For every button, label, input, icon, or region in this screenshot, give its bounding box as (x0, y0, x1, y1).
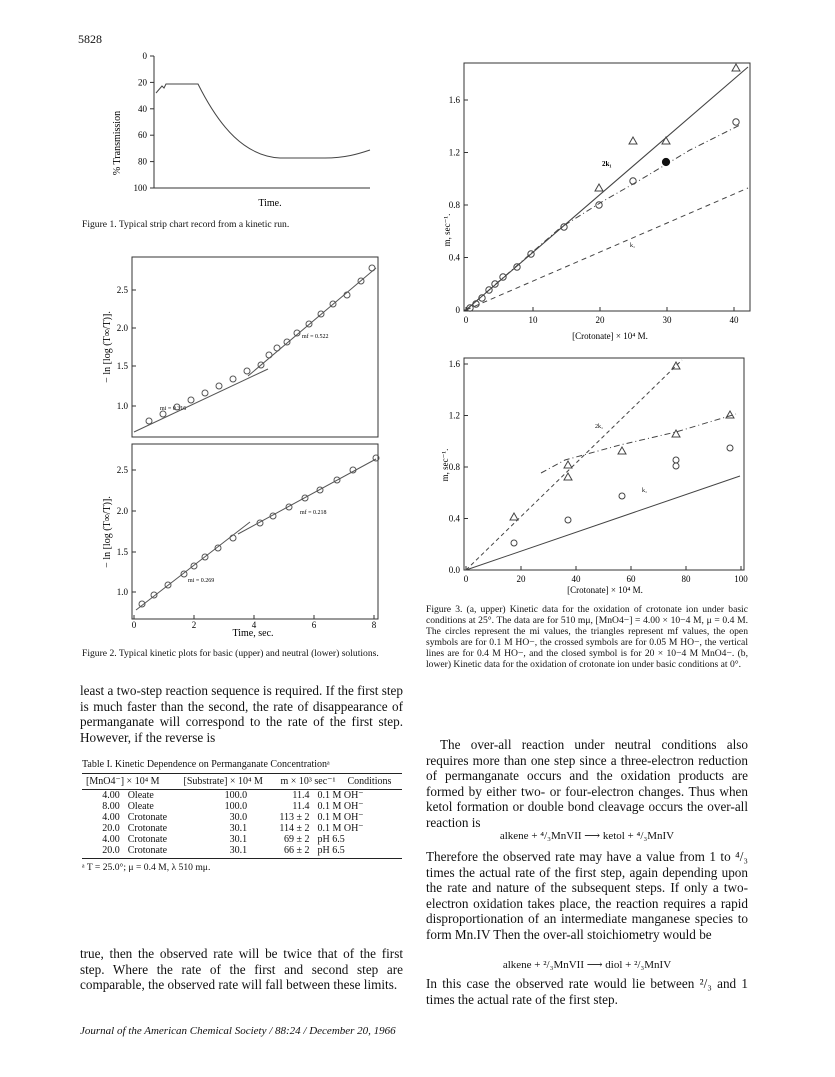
table-cell: Crotonate (127, 823, 168, 834)
fig1-caption: Figure 1. Typical strip chart record from a kinetic run. (82, 219, 290, 230)
fig1-ytick-label: 100 (133, 183, 147, 193)
fig3a-xtick-label: 40 (729, 315, 739, 325)
table-cell: 0.1 M OH⁻ (317, 823, 364, 834)
table-cell: 11.4 (292, 790, 310, 801)
equation-2: alkene + ²/₃MnVII ⟶ diol + ²/₃MnIV (502, 959, 672, 971)
fig2-upper-point (202, 390, 208, 396)
table-cell: 0.1 M OH⁻ (317, 790, 364, 801)
fig3a-circle (630, 178, 636, 184)
table-row (82, 812, 402, 823)
fig3a-xtick-label: 10 (528, 315, 538, 325)
table-cell: Crotonate (127, 812, 168, 823)
fig3b-xtick-label: 0 (463, 574, 469, 584)
table-cell: pH 6.5 (317, 845, 345, 856)
journal-footer: Journal of the American Chemical Society / 88:24 / December 20, 1966 (80, 1025, 396, 1037)
fig2-lower-mi: mi = 0.269 (188, 578, 215, 584)
fig3a-triangle (732, 64, 740, 71)
figure-3a-plot (440, 55, 760, 345)
table-cell: 100.0 (224, 801, 248, 812)
table-1 (82, 759, 402, 873)
table-row (82, 801, 402, 812)
table-cell: 30.1 (229, 845, 248, 856)
fig3b-xtick-label: 80 (681, 574, 691, 584)
fig3a-ytick-label: 0.4 (448, 252, 460, 263)
table-cell: 20.0 (102, 845, 120, 856)
fig1-ytick-label: 0 (142, 51, 147, 61)
fig3b-triangle (510, 513, 518, 520)
table-cell: 100.0 (224, 790, 248, 801)
table-cell: 113 ± 2 (279, 812, 310, 823)
fig3a-xtick-label: 20 (595, 315, 605, 325)
fig1-ytick-label: 80 (138, 156, 147, 167)
fig3b-ytick-label: 0.8 (448, 462, 460, 472)
fig3b-xtick-label: 40 (571, 574, 581, 584)
fig3a-ytick-label: 0.8 (448, 200, 460, 210)
fig3b-circle (727, 445, 733, 451)
table-header-substrate: [Substrate] × 10⁴ M (183, 776, 263, 787)
fig2-upper-ytick-label: 2.5 (116, 285, 128, 295)
table-body (82, 790, 402, 856)
fig3a-triangle (629, 137, 637, 144)
fig2-upper-point (284, 339, 290, 345)
fig1-ytick-label: 20 (138, 77, 147, 88)
fig2-upper-point (266, 352, 272, 358)
fig3b-triangle (564, 473, 572, 480)
table-cell: 4.00 (102, 790, 120, 801)
table-header-mno4: [MnO4⁻] × 10⁴ M (86, 776, 160, 787)
table-row (82, 845, 402, 856)
fig3a-circle (492, 281, 498, 287)
fig2-lower-ytick-label: 2.5 (116, 465, 128, 475)
table-cell: 11.4 (292, 801, 310, 812)
table-cell: Oleate (127, 790, 154, 801)
table-cell: 4.00 (102, 834, 120, 845)
fig2-xlabel: Time, sec. (232, 628, 274, 639)
fig2-upper-ylabel: − ln [log (T∞/T)]. (102, 311, 113, 383)
fig3a-triangle (595, 184, 603, 191)
left-paragraph-1: least a two-step reaction sequence is required. If the first step is much faster than the second, the rate of disappearance of permanganate will correspond to the rate of the first step. However, if the reverse is (80, 683, 403, 745)
table-cell: 20.0 (102, 823, 120, 834)
fig1-ytick-label: 60 (138, 130, 147, 141)
table-cell: Crotonate (127, 845, 168, 856)
fig2-xtick-label: 6 (311, 620, 317, 630)
table-cell: 0.1 M OH⁻ (317, 812, 364, 823)
table-title: Table I. Kinetic Dependence on Permanganate Concentrationᵃ (82, 759, 330, 770)
fig2-upper-ytick-label: 1.0 (116, 401, 128, 411)
fig3a-xtick-label: 30 (662, 315, 672, 325)
fig2-upper-mf: mf = 0.522 (302, 334, 329, 340)
table-cell: Oleate (127, 801, 154, 812)
fig1-xlabel: Time. (258, 198, 282, 209)
figure-2-kinetic-plots (88, 252, 388, 647)
fig3b-triangle (564, 461, 572, 468)
table-header-conditions: Conditions (347, 776, 392, 787)
fig2-lower-point (230, 535, 236, 541)
fig2-upper-point (244, 368, 250, 374)
left-paragraph-2: true, then the observed rate will be twice that of the first step. Where the rate of the first and second step are comparable, the observed rate will fall between these limits. (80, 946, 403, 993)
table-cell: 66 ± 2 (283, 845, 310, 856)
table-cell: Crotonate (127, 834, 168, 845)
fig3a-k1-label: k₁ (630, 243, 636, 249)
table-header-m: m × 10³ sec⁻¹ (280, 776, 336, 787)
fig3a-ytick-label: 1.6 (448, 95, 460, 105)
fig2-lower-ylabel: − ln [log (T∞/T)]. (102, 496, 113, 568)
table-cell: 8.00 (102, 801, 120, 812)
fig3b-xtick-label: 100 (734, 574, 748, 584)
table-row (82, 790, 402, 801)
fig3b-ytick-label: 0.4 (448, 513, 460, 524)
fig2-xtick-label: 8 (371, 620, 377, 630)
fig3b-triangle (618, 447, 626, 454)
fig2-upper-mi: mi = 0.316 (160, 406, 187, 412)
table-row (82, 834, 402, 845)
fig3a-circle (733, 119, 739, 125)
fig2-xtick-label: 2 (191, 620, 197, 630)
figure-3b-plot (440, 350, 760, 600)
fig2-xtick-label: 0 (131, 620, 137, 630)
fig3b-circle (511, 540, 517, 546)
fig1-ytick-label: 40 (138, 103, 147, 114)
fig3a-2k1-label: 2k₁ (602, 160, 612, 168)
fig3b-ytick-label: 0.0 (448, 565, 460, 575)
fig3a-xlabel: [Crotonate] × 10⁴ M. (572, 331, 648, 341)
fig2-upper-ytick-label: 1.5 (116, 361, 128, 371)
fig2-upper-point (230, 376, 236, 382)
fig2-upper-point (216, 383, 222, 389)
fig3b-circle (673, 457, 679, 463)
fig2-lower-ytick-label: 2.0 (116, 506, 128, 516)
fig2-upper-ytick-label: 2.0 (116, 323, 128, 333)
table-footnote: ᵃ T = 25.0°; μ = 0.4 M, λ 510 mμ. (82, 862, 211, 873)
fig3b-xtick-label: 60 (626, 574, 636, 584)
fig3b-ylabel: m, sec⁻¹. (440, 448, 450, 482)
right-paragraph-2: Therefore the observed rate may have a value from 1 to ⁴/₃ times the actual rate of the first step, again depending upon the rate and nature of the subsequent steps. If only a two-electron oxidation takes place, the reaction requires a rapid disproportionation of an intermediate manganese species to form Mn.IV Then the over-all stoichiometry would be (426, 849, 748, 942)
fig3b-ytick-label: 1.2 (448, 410, 460, 421)
table-cell: pH 6.5 (317, 834, 345, 845)
equation-1: alkene + ⁴/₃MnVII ⟶ ketol + ⁴/₃MnIV (499, 830, 675, 842)
table-cell: 30.1 (229, 823, 248, 834)
fig3b-xtick-label: 20 (516, 574, 526, 584)
fig2-lower-ytick-label: 1.0 (116, 587, 128, 597)
fig2-lower-point (191, 563, 197, 569)
fig2-upper-point (146, 418, 152, 424)
fig2-xtick-label: 4 (251, 620, 257, 630)
fig2-upper-point (369, 265, 375, 271)
fig2-upper-point (188, 397, 194, 403)
table-cell: 0.1 M OH⁻ (317, 801, 364, 812)
table-cell: 30.0 (229, 812, 248, 823)
fig3a-xtick-label: 0 (463, 315, 469, 325)
fig3b-k1-label: k₁ (642, 488, 648, 494)
fig3b-circle (565, 517, 571, 523)
fig3-caption: Figure 3. (a, upper) Kinetic data for the oxidation of crotonate ion under basic conditions at 25°. The data are for 510 mμ, [MnO4−] = 4.00 × 10−4 M, μ = 0.4 M. The circles represent the mi values, the triangles represent mf values, the open symbols are for 0.1 M HO−, the crossed symbols are for 0.05 M HO−, the vertical lines are for 0.4 M HO−, and the closed symbol is for 20 × 10−4 M MnO4−. (b, lower) Kinetic data for the oxidation of crotonate ion under basic conditions at 0°. (426, 604, 748, 670)
figure-1-strip-chart (70, 48, 375, 216)
table-cell: 69 ± 2 (283, 834, 310, 845)
table-cell: 114 ± 2 (279, 823, 310, 834)
table-cell: 30.1 (229, 834, 248, 845)
fig3a-circle (596, 202, 602, 208)
fig2-caption: Figure 2. Typical kinetic plots for basic (upper) and neutral (lower) solutions. (82, 648, 379, 659)
fig1-ylabel: % Transmission (112, 110, 123, 176)
fig3b-circle (619, 493, 625, 499)
fig3b-ytick-label: 1.6 (448, 359, 460, 369)
fig2-upper-point (274, 345, 280, 351)
fig2-lower-ytick-label: 1.5 (116, 547, 128, 557)
right-paragraph-3: In this case the observed rate would lie between ²/₃ and 1 times the actual rate of the first step. (426, 976, 748, 1007)
table-cell: 4.00 (102, 812, 120, 823)
right-paragraph-1: The over-all reaction under neutral conditions also requires more than one step since a three-electron reduction of permanganate occurs and the oxidation products are formed by either two- or four-electron changes. Thus when ketol formation or double bond cleavage occurs the over-all reaction is (426, 737, 748, 830)
fig3a-circle (500, 274, 506, 280)
page-number: 5828 (78, 32, 102, 46)
fig3b-2k1-label: 2k₁ (595, 424, 604, 430)
fig3b-xlabel: [Crotonate] × 10⁴ M. (567, 585, 643, 595)
fig3a-ytick-label: 0 (455, 305, 460, 315)
fig3a-ylabel: m, sec⁻¹. (442, 213, 452, 247)
fig3a-closed-circle (662, 158, 669, 165)
fig3b-circle (673, 463, 679, 469)
fig3a-ytick-label: 1.2 (448, 147, 460, 158)
table-row (82, 823, 402, 834)
fig2-lower-mf: mf = 0.218 (300, 510, 327, 516)
